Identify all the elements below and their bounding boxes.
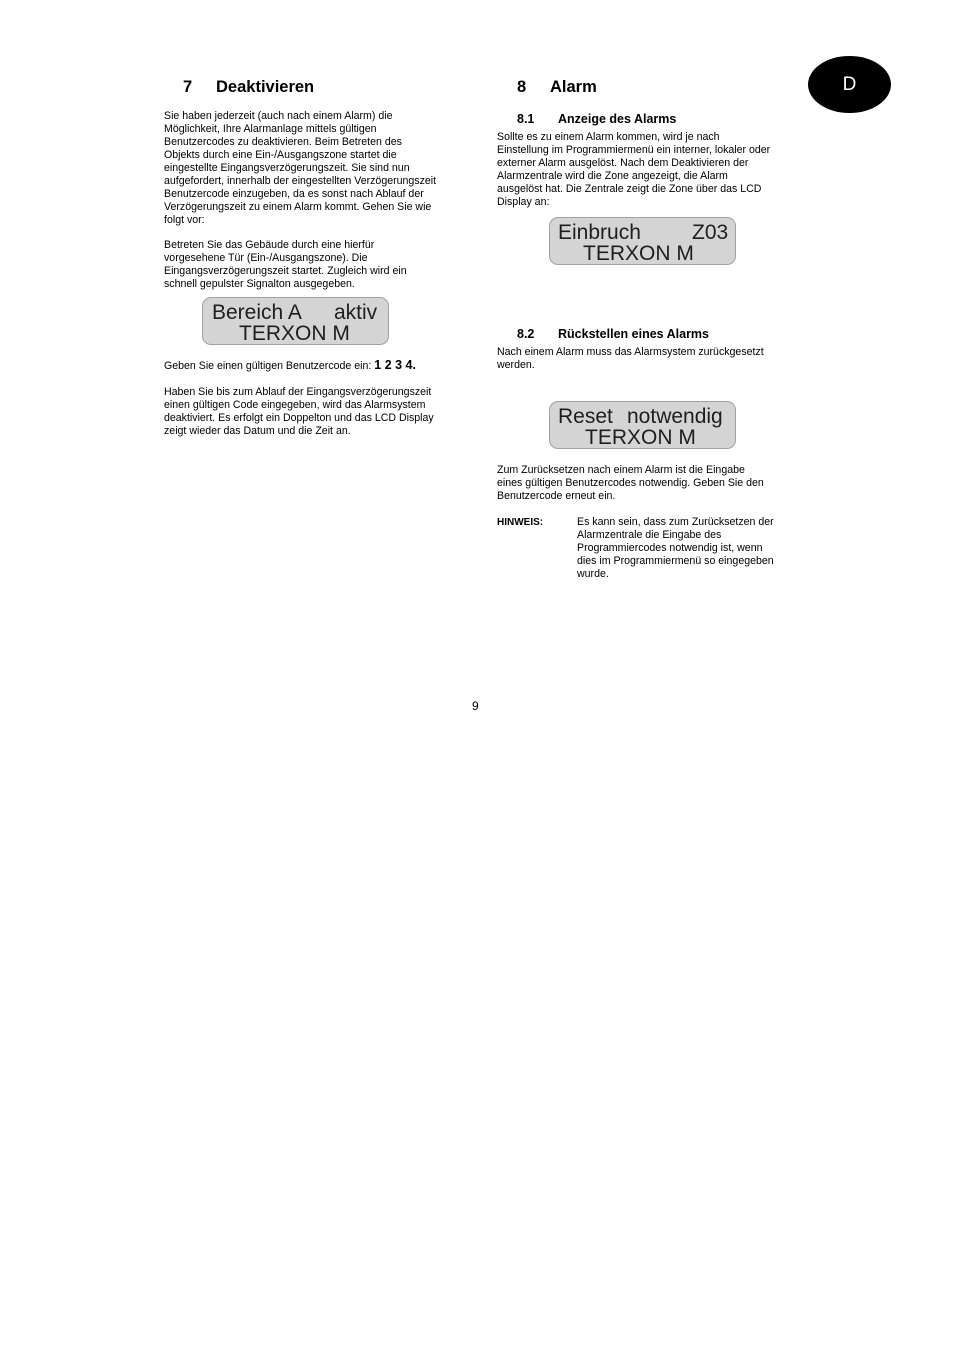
section-8-heading <box>517 78 597 97</box>
section-8-1-number: 8.1 <box>517 112 535 126</box>
section-8-2-number: 8.2 <box>517 327 535 341</box>
note-text: Es kann sein, dass zum Zurücksetzen der Alarmzentrale die Eingabe des Programmiercodes notwendig ist, wenn dies im Programmiermenü so eingegeben wurde. <box>577 516 774 580</box>
section-8-2-heading <box>517 327 709 341</box>
lcd-line-2: TERXON M <box>585 426 696 449</box>
section-7-paragraph-2: Betreten Sie das Gebäude durch eine hierfür vorgesehene Tür (Ein-/Ausgangszone). Die Eingangsverzögerungszeit startet. Zugleich wird ein schnell gepulster Signalton ausgegeben. <box>164 239 407 290</box>
section-8-1-text: Sollte es zu einem Alarm kommen, wird je nach Einstellung im Programmiermenü ein interner, lokaler oder externer Alarm ausgelöst. Nach dem Deaktivieren der Alarmzentrale wird die Zone angezeigt, die Alarm ausgelöst hat. Die Zentrale zeigt die Zone über das LCD Display an: <box>497 131 771 208</box>
lcd-line-1-right: notwendig <box>627 405 723 428</box>
note-label: HINWEIS: <box>497 517 544 528</box>
section-7-number: 7 <box>183 78 193 96</box>
lcd-line-1-left: Reset <box>558 405 613 428</box>
lcd-display-reset <box>549 401 736 449</box>
section-8-2-text-2: Zum Zurücksetzen nach einem Alarm ist die Eingabe eines gültigen Benutzercodes notwendig. Geben Sie den Benutzercode erneut ein. <box>497 464 764 502</box>
lcd-line-1-right: aktiv <box>334 301 378 324</box>
lcd-display-bereich <box>202 297 389 345</box>
lcd-line-2: TERXON M <box>583 242 694 265</box>
section-8-2-text: Nach einem Alarm muss das Alarmsystem zurückgesetzt werden. <box>497 346 764 371</box>
section-8-2-title: Rückstellen eines Alarms <box>558 327 709 341</box>
section-7-title: Deaktivieren <box>216 78 315 96</box>
section-7-paragraph-3 <box>164 346 474 438</box>
section-8-number: 8 <box>517 78 527 96</box>
language-badge-label: D <box>842 73 857 95</box>
lcd-line-1-left: Bereich A <box>212 301 302 324</box>
section-7-code: 1 2 3 4. <box>374 358 416 372</box>
language-badge <box>808 56 891 113</box>
section-7-heading <box>183 78 314 97</box>
lcd-line-1-left: Einbruch <box>558 221 641 244</box>
section-7-paragraph-1: Sie haben jederzeit (auch nach einem Alarm) die Möglichkeit, Ihre Alarmanlage mittels gültigen Benutzercodes zu deaktivieren. Beim Betreten des Objekts durch eine Ein-/Ausgangszone startet die eingestellte Eingangsverzögerungszeit. Sie sind nun aufgefordert, innerhalb der eingestellten Verzögerungszeit Benutzercode einzugeben, da es sonst nach Ablauf der Verzögerungszeit zu einem Alarm kommt. Gehen Sie wie folgt vor: <box>164 110 437 226</box>
lcd-line-1-right: Z03 <box>692 221 729 244</box>
lcd-line-2: TERXON M <box>239 322 350 345</box>
section-7-code-rest: Haben Sie bis zum Ablauf der Eingangsverzögerungszeit einen gültigen Code eingegeben, wird das Alarmsystem deaktiviert. Es erfolgt ein Doppelton und das LCD Display zeigt wieder das Datum und die Zeit an. <box>164 386 434 437</box>
page-number: 9 <box>472 699 479 713</box>
section-8-1-heading <box>517 112 676 126</box>
section-8-title: Alarm <box>550 78 597 96</box>
section-7-code-prefix: Geben Sie einen gültigen Benutzercode ein: <box>164 360 375 372</box>
section-8-1-title: Anzeige des Alarms <box>558 112 677 126</box>
lcd-display-einbruch <box>549 217 736 265</box>
